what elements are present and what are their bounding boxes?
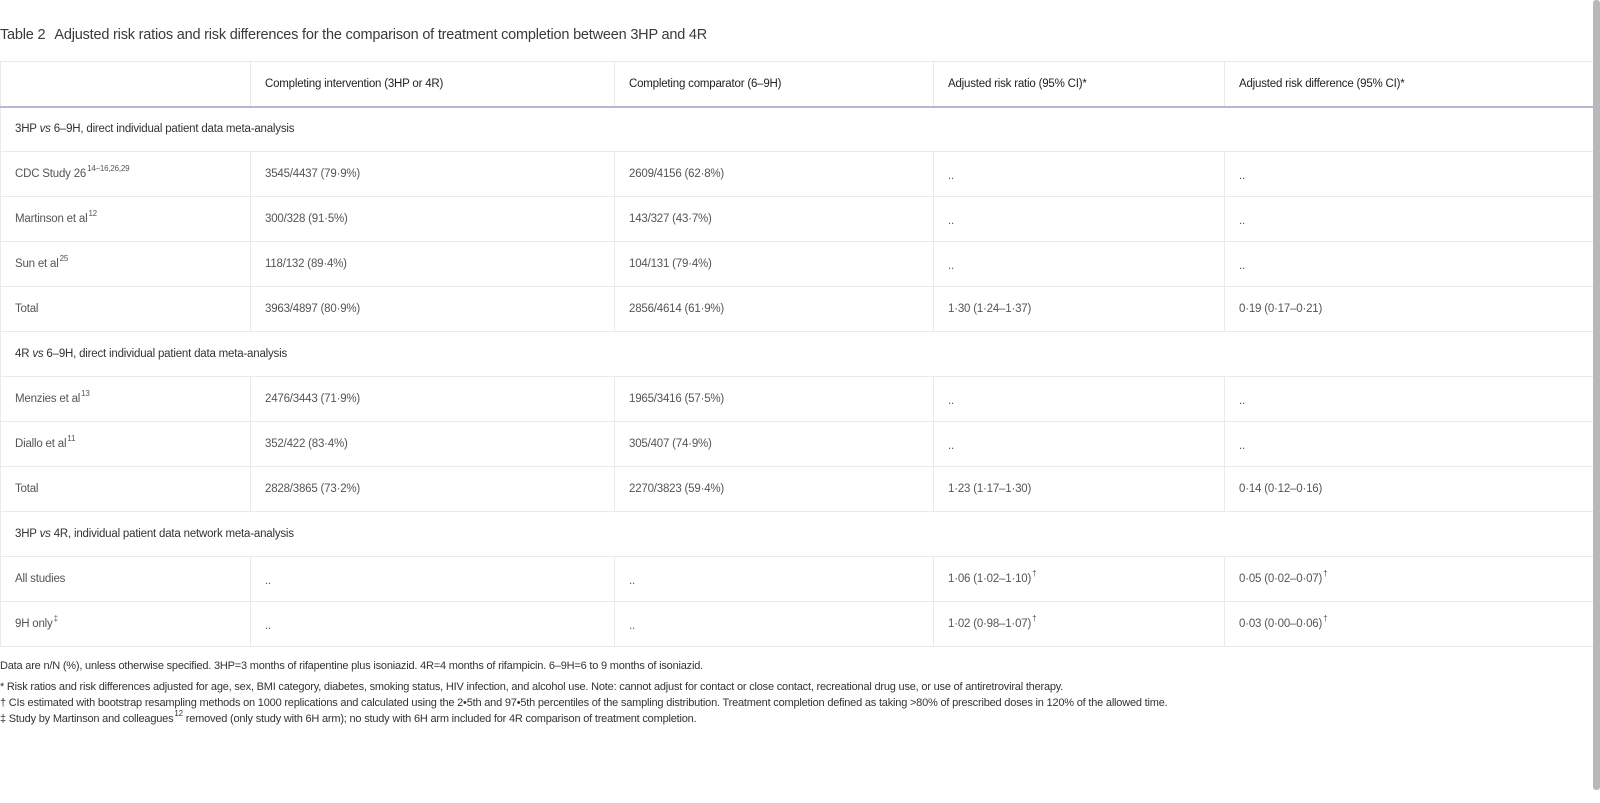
risk-difference-value: 0·14 (0·12–0·16) — [1239, 483, 1323, 495]
cell-comparator — [615, 197, 934, 242]
intervention-value: 2828/3865 (73·2%) — [265, 483, 361, 495]
footnote-asterisk: * Risk ratios and risk differences adjusted for age, sex, BMI category, diabetes, smoking status, HIV infection, and alcohol use. Note: cannot adjust for contact or close contact, recreational drug use, or use of antiretroviral therapy. — [0, 681, 1064, 693]
header-study — [1, 62, 251, 107]
risk-difference-footnote-mark: † — [1323, 569, 1328, 578]
section-row — [1, 107, 1596, 152]
intervention-value: .. — [265, 575, 271, 587]
cell-study — [1, 557, 251, 602]
cell-risk-ratio — [934, 197, 1225, 242]
study-name: All studies — [15, 573, 66, 585]
risk-difference-value: .. — [1239, 260, 1245, 272]
study-reference: ‡ — [53, 614, 58, 623]
risk-difference-value: .. — [1239, 395, 1245, 407]
risk-ratio-value: .. — [948, 170, 954, 182]
study-reference: 25 — [59, 254, 69, 263]
cell-intervention — [251, 152, 615, 197]
risk-ratio-footnote-mark: † — [1032, 614, 1037, 623]
cell-risk-difference — [1225, 377, 1596, 422]
footnote-double-dagger-ref: 12 — [174, 709, 183, 718]
section-heading-vs: vs — [32, 348, 44, 360]
cell-risk-ratio — [934, 557, 1225, 602]
cell-risk-difference — [1225, 467, 1596, 512]
cell-study — [1, 467, 251, 512]
risk-ratio-value: 1·23 (1·17–1·30) — [948, 483, 1032, 495]
cell-study — [1, 152, 251, 197]
cell-risk-ratio — [934, 422, 1225, 467]
cell-risk-ratio — [934, 467, 1225, 512]
section-row — [1, 332, 1596, 377]
cell-study — [1, 377, 251, 422]
cell-comparator — [615, 242, 934, 287]
risk-difference-value: .. — [1239, 170, 1245, 182]
footnote-double-dagger — [0, 709, 697, 725]
risk-ratio-value: .. — [948, 260, 954, 272]
cell-intervention — [251, 467, 615, 512]
header-risk-difference: Adjusted risk difference (95% CI)* — [1225, 62, 1596, 107]
study-name: Total — [15, 483, 39, 495]
header-intervention: Completing intervention (3HP or 4R) — [251, 62, 615, 107]
risk-ratio-value: 1·30 (1·24–1·37) — [948, 303, 1032, 315]
cell-study — [1, 422, 251, 467]
study-name: 9H only — [15, 618, 53, 630]
vertical-scrollbar[interactable] — [1593, 0, 1600, 790]
cell-comparator — [615, 602, 934, 647]
section-heading — [1, 107, 1596, 152]
risk-difference-value: 0·05 (0·02–0·07) — [1239, 573, 1323, 585]
table-row — [1, 557, 1596, 602]
section-heading — [1, 332, 1596, 377]
section-heading-a: 3HP — [15, 123, 37, 136]
study-reference: 11 — [67, 434, 76, 443]
cell-risk-difference — [1225, 287, 1596, 332]
section-heading — [1, 512, 1596, 557]
cell-comparator — [615, 422, 934, 467]
cell-risk-difference — [1225, 242, 1596, 287]
study-name: Martinson et al — [15, 213, 88, 225]
section-heading-vs: vs — [39, 528, 51, 540]
footnote-data-note: Data are n/N (%), unless otherwise specified. 3HP=3 months of rifapentine plus isoniazid. 4R=4 months of rifampicin. 6–9H=6 to 9 months of isoniazid. — [0, 660, 703, 672]
cell-risk-ratio — [934, 602, 1225, 647]
comparator-value: 104/131 (79·4%) — [629, 258, 712, 270]
study-name: Diallo et al — [15, 438, 67, 450]
risk-ratio-footnote-mark: † — [1032, 569, 1037, 578]
footnote-dagger: † CIs estimated with bootstrap resampling methods on 1000 replications and calculated using the 2•5th and 97•5th percentiles of the sampling distribution. Treatment completion defined as taking >80% of prescribed doses in 120% of the allowed time. — [0, 697, 1168, 709]
table-row — [1, 377, 1596, 422]
table-row — [1, 197, 1596, 242]
table-row — [1, 152, 1596, 197]
header-comparator: Completing comparator (6–9H) — [615, 62, 934, 107]
study-name: Total — [15, 303, 39, 315]
section-heading-b: 4R, individual patient data network meta-analysis — [53, 528, 294, 540]
cell-risk-difference — [1225, 152, 1596, 197]
cell-comparator — [615, 467, 934, 512]
cell-risk-ratio — [934, 287, 1225, 332]
cell-risk-difference — [1225, 557, 1596, 602]
risk-difference-value: 0·03 (0·00–0·06) — [1239, 618, 1323, 630]
risk-difference-value: .. — [1239, 440, 1245, 452]
cell-study — [1, 197, 251, 242]
risk-ratio-value: 1·02 (0·98–1·07) — [948, 618, 1032, 630]
cell-intervention — [251, 287, 615, 332]
table-row — [1, 422, 1596, 467]
cell-risk-difference — [1225, 197, 1596, 242]
study-reference: 14–16,26,29 — [87, 164, 130, 173]
intervention-value: 3545/4437 (79·9%) — [265, 168, 361, 180]
section-heading-b: 6–9H, direct individual patient data meta-analysis — [46, 348, 288, 360]
section-row — [1, 512, 1596, 557]
comparator-value: 2270/3823 (59·4%) — [629, 483, 725, 495]
intervention-value: 3963/4897 (80·9%) — [265, 303, 361, 315]
cell-study — [1, 602, 251, 647]
cell-study — [1, 287, 251, 332]
cell-comparator — [615, 287, 934, 332]
comparator-value: 143/327 (43·7%) — [629, 213, 712, 225]
intervention-value: 300/328 (91·5%) — [265, 213, 348, 225]
table-caption: Adjusted risk ratios and risk differences for the comparison of treatment completion between 3HP and 4R — [54, 27, 708, 43]
study-name: Sun et al — [15, 258, 59, 270]
cell-comparator — [615, 152, 934, 197]
table-row — [1, 602, 1596, 647]
comparator-value: 2609/4156 (62·8%) — [629, 168, 725, 180]
intervention-value: 2476/3443 (71·9%) — [265, 393, 361, 405]
header-risk-ratio: Adjusted risk ratio (95% CI)* — [934, 62, 1225, 107]
table-title — [0, 27, 707, 43]
intervention-value: 118/132 (89·4%) — [265, 258, 347, 270]
cell-comparator — [615, 377, 934, 422]
cell-intervention — [251, 557, 615, 602]
section-heading-b: 6–9H, direct individual patient data meta-analysis — [53, 123, 295, 136]
study-reference: 12 — [88, 209, 97, 218]
section-heading-a: 4R — [15, 348, 30, 360]
cell-intervention — [251, 197, 615, 242]
section-heading-a: 3HP — [15, 528, 37, 540]
comparator-value: 1965/3416 (57·5%) — [629, 393, 725, 405]
section-heading-vs: vs — [39, 123, 51, 136]
table-label: Table 2 — [0, 27, 46, 43]
intervention-value: .. — [265, 620, 271, 632]
table-row — [1, 287, 1596, 332]
risk-ratio-value: 1·06 (1·02–1·10) — [948, 573, 1032, 585]
table-body — [1, 107, 1596, 647]
cell-risk-difference — [1225, 422, 1596, 467]
risk-ratio-value: .. — [948, 395, 954, 407]
cell-intervention — [251, 422, 615, 467]
cell-risk-ratio — [934, 152, 1225, 197]
comparator-value: .. — [629, 575, 635, 587]
table-row — [1, 242, 1596, 287]
risk-ratio-value: .. — [948, 215, 954, 227]
risk-difference-footnote-mark: † — [1323, 614, 1328, 623]
table-header-row — [1, 62, 1596, 107]
comparator-value: 305/407 (74·9%) — [629, 438, 712, 450]
footnote-double-dagger-rest: removed (only study with 6H arm); no study with 6H arm included for 4R comparison of treatment completion. — [182, 713, 697, 725]
cell-risk-ratio — [934, 377, 1225, 422]
footnote-double-dagger-text: ‡ Study by Martinson and colleagues — [0, 713, 174, 725]
comparator-value: 2856/4614 (61·9%) — [629, 303, 725, 315]
results-table — [0, 61, 1596, 647]
comparator-value: .. — [629, 620, 635, 632]
cell-intervention — [251, 242, 615, 287]
risk-difference-value: .. — [1239, 215, 1245, 227]
study-reference: 13 — [81, 389, 90, 398]
cell-comparator — [615, 557, 934, 602]
cell-study — [1, 242, 251, 287]
study-name: Menzies et al — [15, 393, 81, 405]
study-name: CDC Study 26 — [15, 168, 87, 180]
intervention-value: 352/422 (83·4%) — [265, 438, 348, 450]
cell-risk-ratio — [934, 242, 1225, 287]
cell-intervention — [251, 377, 615, 422]
risk-ratio-value: .. — [948, 440, 954, 452]
cell-intervention — [251, 602, 615, 647]
cell-risk-difference — [1225, 602, 1596, 647]
risk-difference-value: 0·19 (0·17–0·21) — [1239, 303, 1323, 315]
table-row — [1, 467, 1596, 512]
